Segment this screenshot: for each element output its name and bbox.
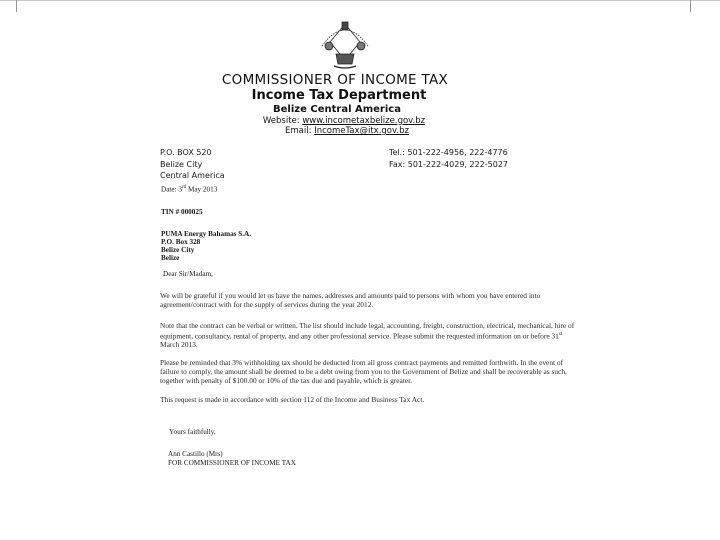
letter-date: Date: 3rd May 2013	[161, 185, 218, 194]
fax-line: Fax: 501-222-4029, 222-5027	[389, 159, 509, 169]
closing: Yours faithfully,	[169, 428, 216, 436]
address-line-3: Central America	[160, 171, 225, 180]
tin-number: TIN # 000025	[161, 208, 203, 216]
website-label: Website:	[262, 116, 300, 126]
paragraph-3: Please be reminded that 3% withholding tax should be deducted from all gross contract payments and remitted forthwith. In the event of failure to comply, the amount shall be deemed to be a debt owing from you to the Government of Belize and shall be recoverable as such, together with penalty of $100.00 or 10% of the tax due and payable, which is greater.	[160, 358, 567, 385]
signer-name: Ann Castillo (Mrs)	[168, 450, 223, 458]
paragraph-4: This request is made in accordance with section 112 of the Income and Business Tax Act.	[160, 395, 425, 404]
email-label: Email:	[285, 126, 312, 136]
department-name: Income Tax Department	[251, 88, 427, 103]
email-link[interactable]: IncomeTax@itx.gov.bz	[314, 126, 409, 136]
belize-coat-of-arms-seal-icon	[316, 20, 374, 70]
address-line-2: Belize City	[160, 159, 203, 169]
contact-block	[389, 147, 508, 170]
email-line	[0, 126, 707, 136]
signer-title: FOR COMMISSIONER OF INCOME TAX	[168, 459, 296, 467]
recipient-city: Belize City	[161, 246, 195, 254]
recipient-name: PUMA Energy Bahamas S.A.	[161, 230, 252, 238]
salutation: Dear Sir/Madam,	[163, 270, 213, 278]
signature-block	[168, 450, 296, 468]
org-title: COMMISSIONER OF INCOME TAX	[221, 72, 449, 88]
address-line-1: P.O. BOX 520	[160, 148, 212, 157]
sender-address	[160, 147, 225, 182]
telephone-line: Tel.: 501-222-4956, 222-4776	[389, 148, 508, 157]
website-link[interactable]: www.incometaxbelize.gov.bz	[302, 116, 426, 126]
recipient-address	[161, 230, 251, 262]
paragraph-1: We will be grateful if you would let us have the names, addresses and amounts paid to persons with whom you have entered into agreement/contract with for the supply of services during the year 2012.	[160, 291, 541, 309]
recipient-country: Belize	[161, 254, 180, 262]
website-line	[0, 116, 704, 126]
recipient-box: P.O. Box 328	[161, 238, 201, 246]
paragraph-2: Note that the contract can be verbal or written. The list should include legal, accounting, freight, construction, electrical, mechanical, hire of equipment, consultancy, rental of property, and any other professional service. Please submit the requested information on or before 31st March 2013.	[160, 321, 575, 350]
country-line: Belize Central America	[273, 104, 401, 115]
